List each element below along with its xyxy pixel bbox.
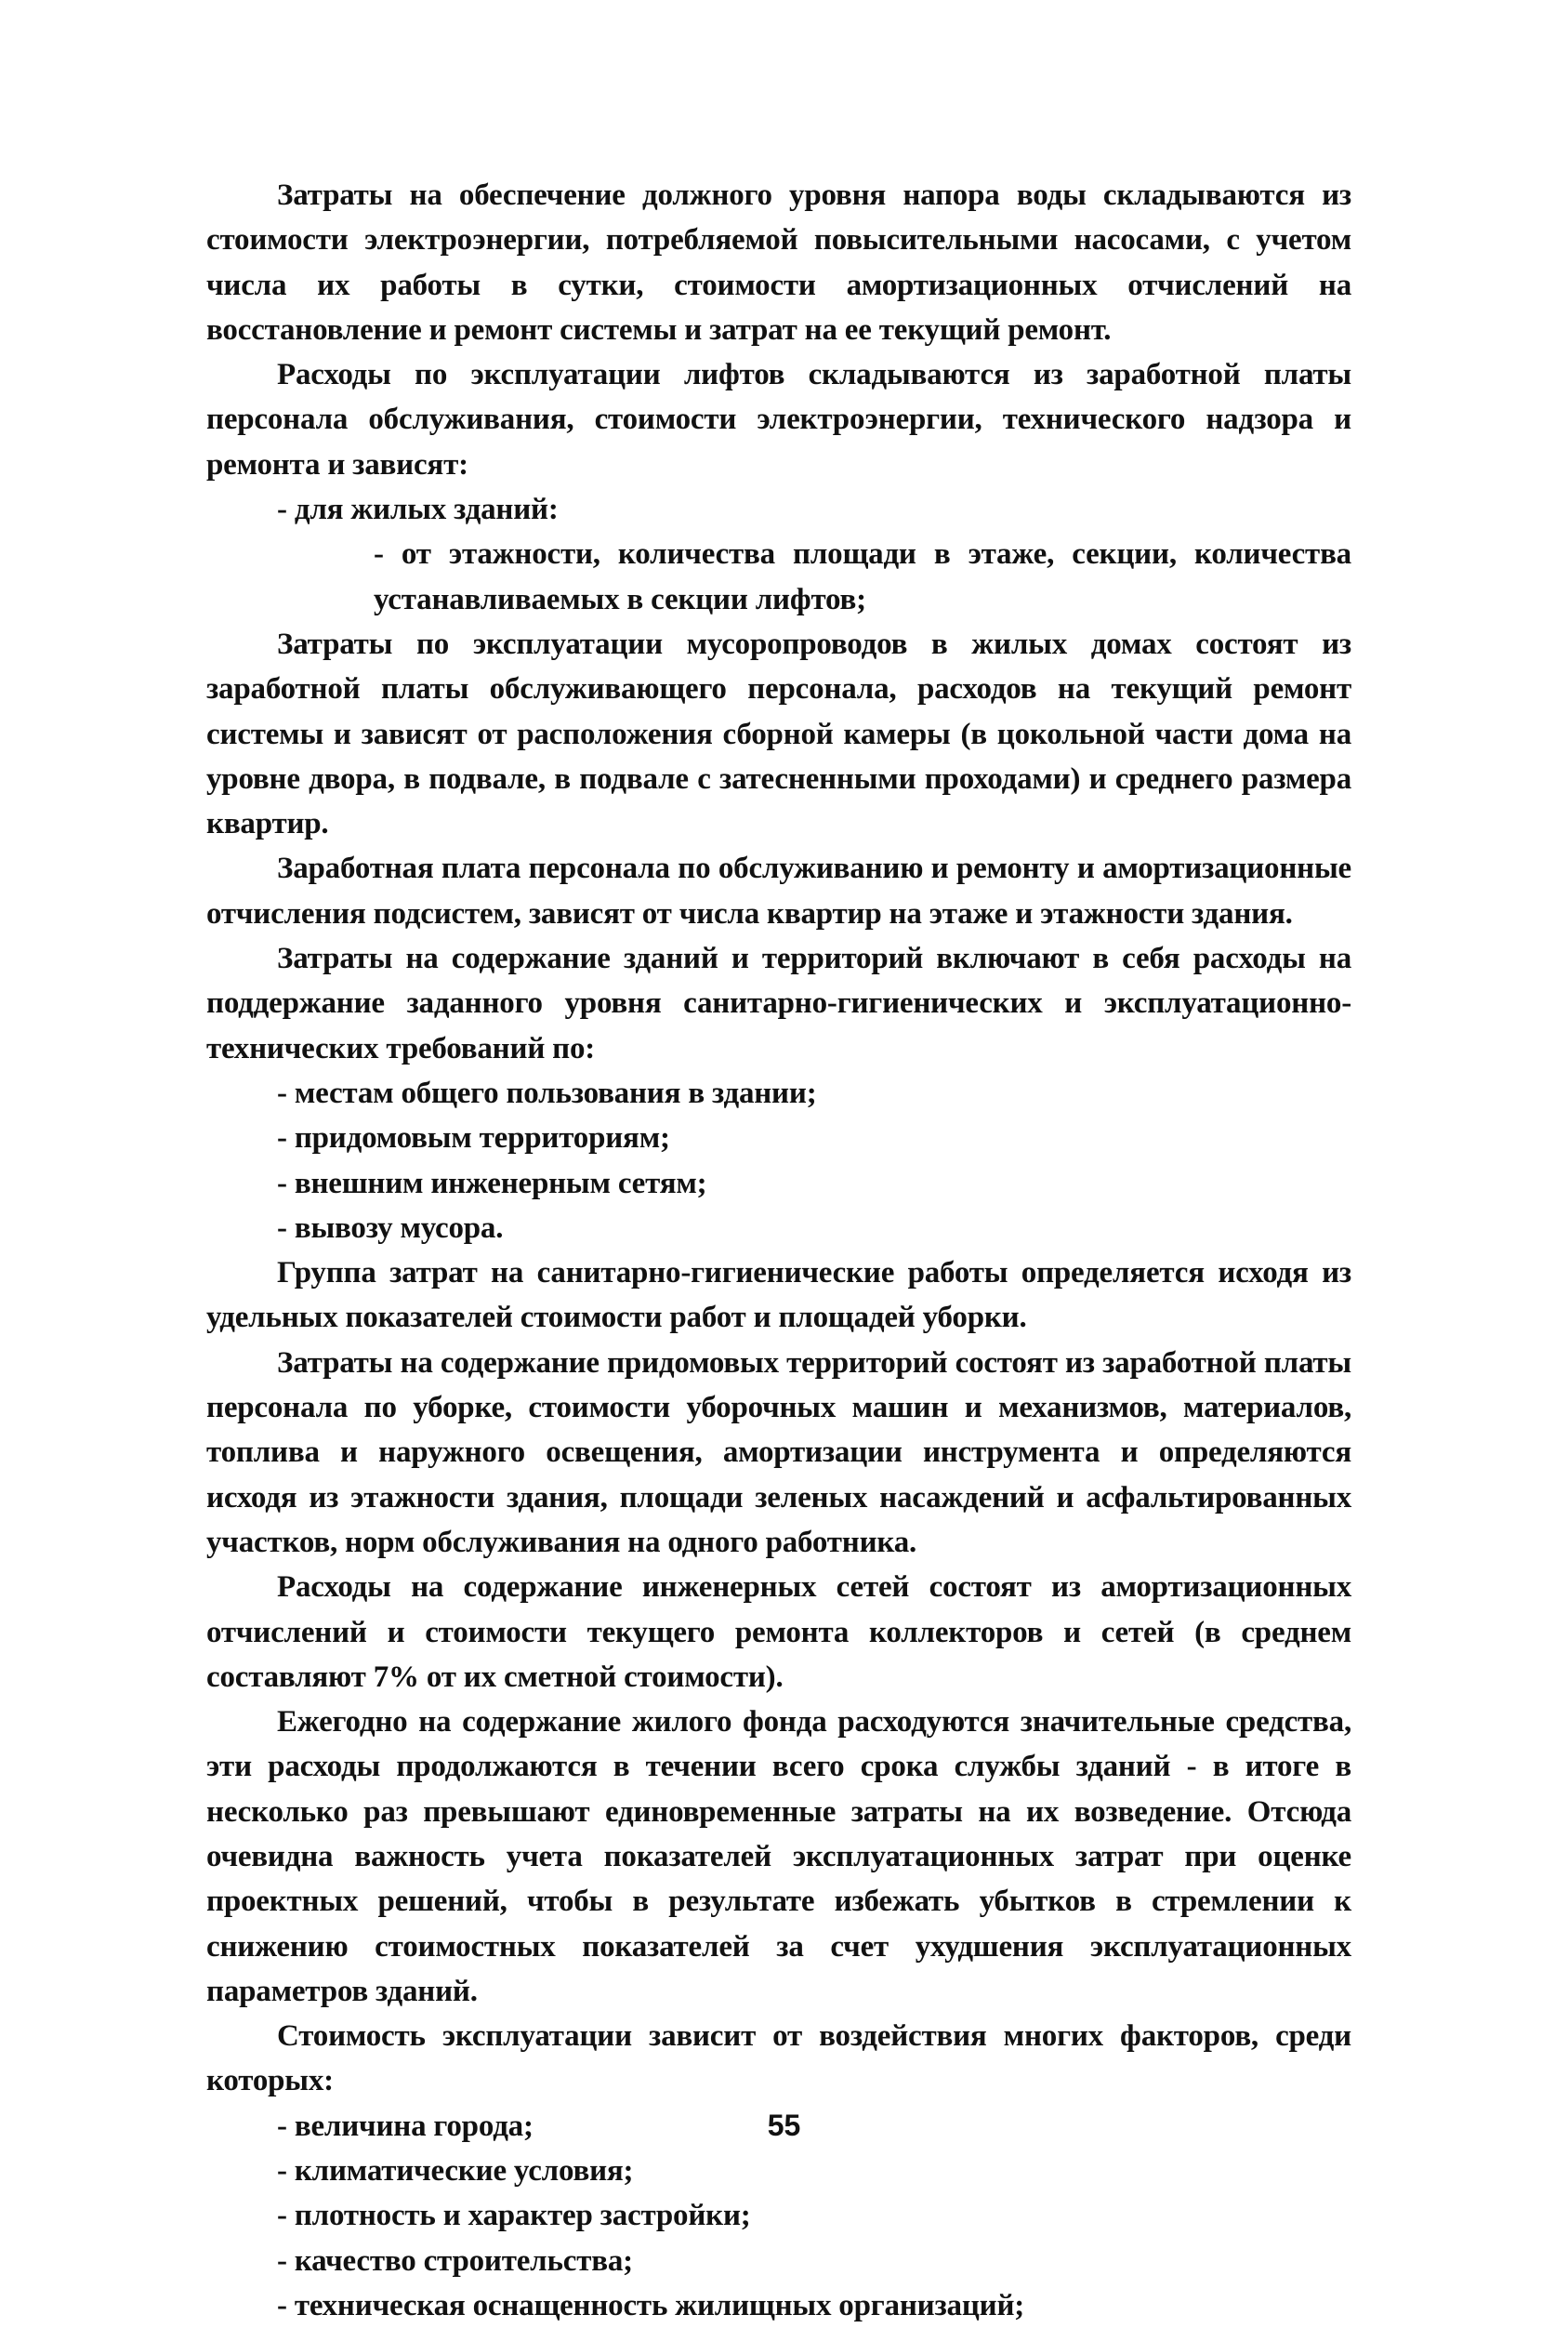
paragraph-maintenance-costs: Затраты на содержание зданий и территорий включают в себя расходы на поддержание заданного уровня санитарно-гигиенических и эксплуатационно-технических требований по: bbox=[206, 942, 1351, 1065]
list-item-city-size: - величина города; bbox=[277, 2109, 534, 2143]
list-subitem-floors: - от этажности, количества площади в этаже, секции, количества устанавливаемых в секции лифтов; bbox=[374, 537, 1351, 616]
list-item-residential-buildings: - для жилых зданий: bbox=[277, 493, 559, 527]
list-item-garbage-removal: - вывозу мусора. bbox=[277, 1210, 504, 1245]
paragraph-cost-factors: Стоимость эксплуатации зависит от воздействия многих факторов, среди которых: bbox=[206, 2019, 1351, 2098]
list-item-density: - плотность и характер застройки; bbox=[277, 2199, 751, 2233]
list-item-external-networks: - внешним инженерным сетям; bbox=[277, 1166, 707, 1200]
paragraph-water-pressure-costs: Затраты на обеспечение должного уровня напора воды складываются из стоимости электроэнергии, потребляемой повысительными насосами, с учетом числа их работы в сутки, стоимости амортизационных отчислений на восстановление и ремонт системы и затрат на ее текущий ремонт. bbox=[206, 179, 1351, 347]
list-item-climate: - климатические условия; bbox=[277, 2154, 634, 2189]
page-number: 55 bbox=[767, 2109, 801, 2142]
paragraph-sanitary-costs: Группа затрат на санитарно-гигиенические работы определяется исходя из удельных показателей стоимости работ и площадей уборки. bbox=[206, 1256, 1351, 1335]
paragraph-engineering-networks: Расходы на содержание инженерных сетей состоят из амортизационных отчислений и стоимости текущего ремонта коллекторов и сетей (в среднем составляют 7% от их сметной стоимости). bbox=[206, 1570, 1351, 1694]
list-item-adjacent-territories: - придомовым территориям; bbox=[277, 1121, 670, 1156]
paragraph-territory-costs: Затраты на содержание придомовых территорий состоят из заработной платы персонала по уборке, стоимости уборочных машин и механизмов, материалов, топлива и наружного освещения, амортизации инструмента и определяются исходя из этажности здания, площади зеленых насаждений и асфальтированных участков, норм обслуживания на одного работника. bbox=[206, 1345, 1351, 1559]
paragraph-staff-wages: Заработная плата персонала по обслуживанию и ремонту и амортизационные отчисления подсистем, зависят от числа квартир на этаже и этажности здания. bbox=[206, 852, 1351, 931]
list-item-construction-quality: - качество строительства; bbox=[277, 2243, 633, 2278]
paragraph-garbage-chute-costs: Затраты по эксплуатации мусоропроводов в жилых домах состоят из заработной платы обслуживающего персонала, расходов на текущий ремонт системы и зависят от расположения сборной камеры (в цокольной части дома на уровне двора, в подвале, в подвале с затесненными проходами) и среднего размера квартир. bbox=[206, 627, 1351, 841]
body-text bbox=[206, 173, 1351, 2328]
paragraph-elevator-costs: Расходы по эксплуатации лифтов складываются из заработной платы персонала обслуживания, стоимости электроэнергии, технического надзора и ремонта и зависят: bbox=[206, 358, 1351, 482]
list-item-technical-equipment: - техническая оснащенность жилищных организаций; bbox=[277, 2288, 1025, 2322]
paragraph-annual-expenses: Ежегодно на содержание жилого фонда расходуются значительные средства, эти расходы продолжаются в течении всего срока службы зданий - в итоге в несколько раз превышают единовременные затраты на их возведение. Отсюда очевидна важность учета показателей эксплуатационных затрат при оценке проектных решений, чтобы в результате избежать убытков в стремлении к снижению стоимостных показателей за счет ухудшения эксплуатационных параметров зданий. bbox=[206, 1705, 1351, 2008]
list-item-common-areas: - местам общего пользования в здании; bbox=[277, 1076, 817, 1110]
